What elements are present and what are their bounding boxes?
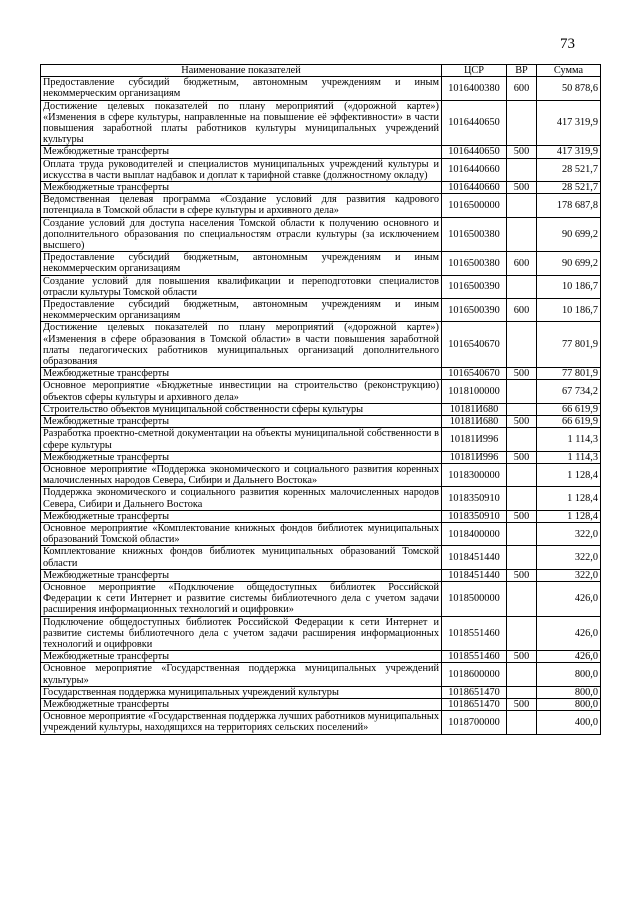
row-vr (507, 663, 537, 686)
row-vr (507, 217, 537, 252)
row-name: Межбюджетные трансферты (41, 651, 442, 663)
row-csr: 1016440660 (442, 182, 507, 194)
row-sum: 66 619,9 (537, 416, 601, 428)
row-sum: 322,0 (537, 546, 601, 569)
row-csr: 1018350910 (442, 487, 507, 510)
row-csr: 1018100000 (442, 380, 507, 403)
row-vr: 600 (507, 252, 537, 275)
row-name: Межбюджетные трансферты (41, 510, 442, 522)
row-name: Предоставление субсидий бюджетным, автономным учреждениям и иным некоммерческим организациям (41, 77, 442, 100)
header-sum: Сумма (537, 65, 601, 77)
table-row (41, 463, 601, 486)
table-row (41, 510, 601, 522)
row-sum: 1 128,4 (537, 510, 601, 522)
row-vr (507, 322, 537, 368)
row-csr: 1018400000 (442, 522, 507, 545)
row-vr (507, 522, 537, 545)
row-name: Государственная поддержка муниципальных учреждений культуры (41, 686, 442, 698)
table-row (41, 299, 601, 322)
table-row (41, 380, 601, 403)
table-row (41, 158, 601, 181)
row-vr (507, 100, 537, 146)
page-number: 73 (560, 36, 575, 52)
row-csr: 10181И996 (442, 451, 507, 463)
row-vr: 500 (507, 368, 537, 380)
row-csr: 10181И996 (442, 428, 507, 451)
table-row (41, 252, 601, 275)
row-csr: 1018500000 (442, 581, 507, 616)
row-vr: 500 (507, 146, 537, 158)
row-csr: 1018651470 (442, 698, 507, 710)
row-sum: 322,0 (537, 522, 601, 545)
row-csr: 1016440650 (442, 100, 507, 146)
table-row (41, 522, 601, 545)
row-name: Межбюджетные трансферты (41, 368, 442, 380)
row-vr: 500 (507, 416, 537, 428)
row-sum: 400,0 (537, 711, 601, 734)
row-vr: 500 (507, 569, 537, 581)
table-row (41, 451, 601, 463)
row-csr: 1016400380 (442, 77, 507, 100)
table-row (41, 416, 601, 428)
row-sum: 322,0 (537, 569, 601, 581)
row-name: Межбюджетные трансферты (41, 146, 442, 158)
table-row (41, 368, 601, 380)
row-csr: 1016500380 (442, 252, 507, 275)
row-sum: 66 619,9 (537, 403, 601, 415)
row-csr: 1018451440 (442, 569, 507, 581)
header-vr: ВР (507, 65, 537, 77)
row-vr (507, 194, 537, 217)
row-csr: 1018551460 (442, 616, 507, 651)
table-row (41, 194, 601, 217)
row-name: Создание условий для повышения квалификации и переподготовки специалистов отрасли культуры Томской области (41, 275, 442, 298)
table-row (41, 698, 601, 710)
row-vr (507, 487, 537, 510)
row-sum: 50 878,6 (537, 77, 601, 100)
table-row (41, 581, 601, 616)
row-csr: 1018451440 (442, 546, 507, 569)
row-vr: 500 (507, 698, 537, 710)
row-sum: 28 521,7 (537, 182, 601, 194)
row-name: Достижение целевых показателей по плану мероприятий («дорожной карте») «Изменения в сфере образования в Томской области» в части повышения заработной платы педагогических работников муниципальных организаций дополнительного образования (41, 322, 442, 368)
row-sum: 77 801,9 (537, 322, 601, 368)
table-row (41, 100, 601, 146)
row-csr: 1016440660 (442, 158, 507, 181)
row-vr: 500 (507, 651, 537, 663)
table-row (41, 546, 601, 569)
table-row (41, 146, 601, 158)
row-name: Основное мероприятие «Бюджетные инвестиции на строительство (реконструкцию) объектов сферы культуры и архивного дела» (41, 380, 442, 403)
row-sum: 77 801,9 (537, 368, 601, 380)
row-csr: 1016500390 (442, 275, 507, 298)
row-sum: 426,0 (537, 616, 601, 651)
row-name: Основное мероприятие «Комплектование книжных фондов библиотек муниципальных образований Томской области» (41, 522, 442, 545)
table-row (41, 322, 601, 368)
row-sum: 10 186,7 (537, 275, 601, 298)
row-name: Межбюджетные трансферты (41, 569, 442, 581)
table-row (41, 428, 601, 451)
table-row (41, 275, 601, 298)
row-vr (507, 711, 537, 734)
row-vr (507, 275, 537, 298)
row-vr: 600 (507, 77, 537, 100)
row-sum: 800,0 (537, 686, 601, 698)
row-vr (507, 581, 537, 616)
row-name: Строительство объектов муниципальной собственности сферы культуры (41, 403, 442, 415)
row-csr: 1016500390 (442, 299, 507, 322)
table-row (41, 403, 601, 415)
table-row (41, 487, 601, 510)
row-csr: 1018651470 (442, 686, 507, 698)
row-vr (507, 380, 537, 403)
row-name: Подключение общедоступных библиотек Российской Федерации к сети Интернет и развитие системы библиотечного дела с учетом задачи расширения информационных технологий и оцифровки (41, 616, 442, 651)
row-name: Ведомственная целевая программа «Создание условий для развития кадрового потенциала в Томской области в сфере культуры и архивного дела» (41, 194, 442, 217)
row-name: Достижение целевых показателей по плану мероприятий («дорожной карте») «Изменения в сфере культуры, направленные на повышение её эффективности» в части повышения заработной платы работников культуры муниципальных учреждений культуры (41, 100, 442, 146)
table-header-row (41, 65, 601, 77)
row-csr: 10181И680 (442, 416, 507, 428)
row-name: Основное мероприятие «Подключение общедоступных библиотек Российской Федерации к сети Интернет и развитие системы библиотечного дела с учетом задачи расширения информационных технологий и оцифровки» (41, 581, 442, 616)
row-sum: 1 114,3 (537, 451, 601, 463)
row-csr: 10181И680 (442, 403, 507, 415)
row-name: Комплектование книжных фондов библиотек муниципальных образований Томской области (41, 546, 442, 569)
row-sum: 1 128,4 (537, 487, 601, 510)
table-row (41, 686, 601, 698)
row-csr: 1016500000 (442, 194, 507, 217)
table-row (41, 711, 601, 734)
row-csr: 1016440650 (442, 146, 507, 158)
table-row (41, 651, 601, 663)
row-sum: 800,0 (537, 698, 601, 710)
row-name: Разработка проектно-сметной документации на объекты муниципальной собственности в сфере культуры (41, 428, 442, 451)
row-csr: 1018350910 (442, 510, 507, 522)
row-vr (507, 546, 537, 569)
row-name: Межбюджетные трансферты (41, 451, 442, 463)
row-sum: 90 699,2 (537, 252, 601, 275)
row-csr: 1018600000 (442, 663, 507, 686)
row-vr (507, 158, 537, 181)
row-sum: 178 687,8 (537, 194, 601, 217)
table-body (41, 77, 601, 734)
row-csr: 1016500380 (442, 217, 507, 252)
table-row (41, 616, 601, 651)
row-csr: 1018300000 (442, 463, 507, 486)
row-name: Основное мероприятие «Государственная поддержка лучших работников муниципальных учреждений культуры, находящихся на территориях сельских поселений» (41, 711, 442, 734)
row-name: Межбюджетные трансферты (41, 698, 442, 710)
row-name: Межбюджетные трансферты (41, 182, 442, 194)
row-sum: 1 114,3 (537, 428, 601, 451)
row-sum: 417 319,9 (537, 100, 601, 146)
row-sum: 800,0 (537, 663, 601, 686)
row-vr (507, 686, 537, 698)
row-name: Предоставление субсидий бюджетным, автономным учреждениям и иным некоммерческим организациям (41, 252, 442, 275)
row-sum: 426,0 (537, 581, 601, 616)
row-vr (507, 403, 537, 415)
table-row (41, 663, 601, 686)
table-row (41, 569, 601, 581)
row-csr: 1016540670 (442, 322, 507, 368)
row-vr (507, 616, 537, 651)
row-sum: 67 734,2 (537, 380, 601, 403)
row-name: Поддержка экономического и социального развития коренных малочисленных народов Севера, Сибири и Дальнего Востока (41, 487, 442, 510)
row-vr: 500 (507, 510, 537, 522)
table-row (41, 182, 601, 194)
row-sum: 90 699,2 (537, 217, 601, 252)
row-vr: 600 (507, 299, 537, 322)
row-sum: 1 128,4 (537, 463, 601, 486)
row-name: Предоставление субсидий бюджетным, автономным учреждениям и иным некоммерческим организациям (41, 299, 442, 322)
table-row (41, 217, 601, 252)
row-vr (507, 428, 537, 451)
row-name: Межбюджетные трансферты (41, 416, 442, 428)
budget-table (40, 64, 601, 735)
row-sum: 426,0 (537, 651, 601, 663)
row-csr: 1018700000 (442, 711, 507, 734)
row-name: Основное мероприятие «Поддержка экономического и социального развития коренных малочисленных народов Севера, Сибири и Дальнего Востока» (41, 463, 442, 486)
row-sum: 417 319,9 (537, 146, 601, 158)
table-row (41, 77, 601, 100)
row-name: Оплата труда руководителей и специалистов муниципальных учреждений культуры и искусства в части выплат надбавок и доплат к тарифной ставке (должностному окладу) (41, 158, 442, 181)
row-name: Основное мероприятие «Государственная поддержка муниципальных учреждений культуры» (41, 663, 442, 686)
row-sum: 28 521,7 (537, 158, 601, 181)
row-vr: 500 (507, 182, 537, 194)
row-vr: 500 (507, 451, 537, 463)
row-name: Создание условий для доступа населения Томской области к получению основного и дополнительного образования по специальностям отрасли культуры (за исключением высшего) (41, 217, 442, 252)
row-csr: 1016540670 (442, 368, 507, 380)
header-csr: ЦСР (442, 65, 507, 77)
row-csr: 1018551460 (442, 651, 507, 663)
header-name: Наименование показателей (41, 65, 442, 77)
row-vr (507, 463, 537, 486)
row-sum: 10 186,7 (537, 299, 601, 322)
